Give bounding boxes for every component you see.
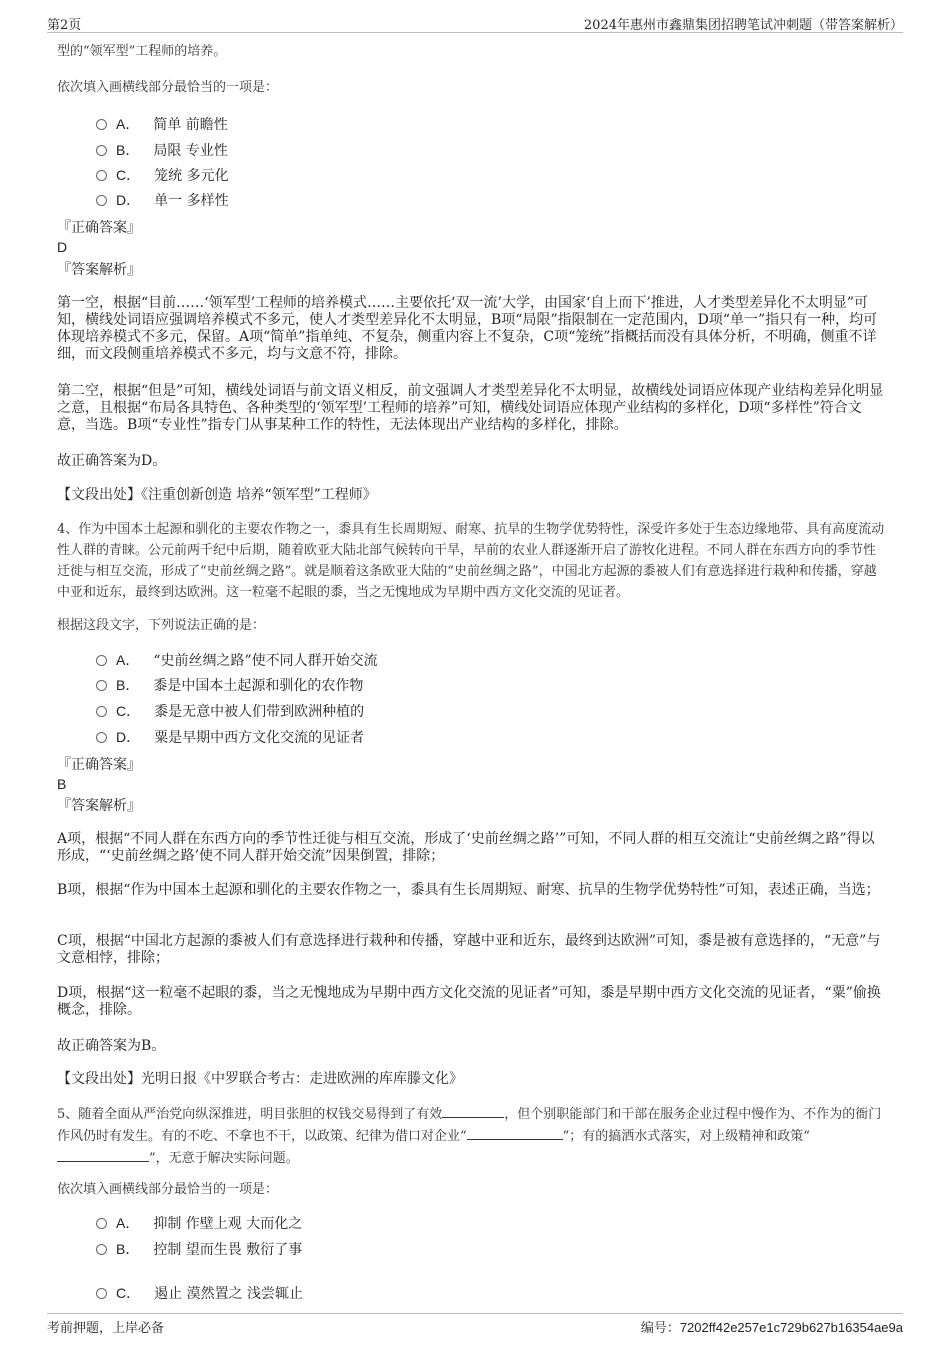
answer-blank bbox=[467, 1125, 563, 1140]
q3-option-d[interactable]: D． 单一 多样性 bbox=[96, 190, 229, 210]
q3-stem-tail: 型的“领军型”工程师的培养。 bbox=[57, 44, 227, 59]
q5-option-a[interactable]: A． 抑制 作壁上观 大而化之 bbox=[96, 1213, 302, 1233]
q4-answer-label: 『正确答案』 bbox=[57, 757, 141, 773]
q5-option-c[interactable]: C． 遏止 漠然置之 浅尝辄止 bbox=[96, 1283, 303, 1303]
document-code: 编号：7202ff42e257e1c729b627b16354ae9a bbox=[640, 1320, 903, 1336]
q5-prompt: 依次填入画横线部分最恰当的一项是： bbox=[57, 1182, 279, 1197]
q4-analysis-c: C项，根据“中国北方起源的黍被人们有意选择进行栽种和传播，穿越中亚和近东，最终到达欧洲”可知，黍是被有意选择的，“无意”与文意相悖，排除； bbox=[57, 933, 881, 966]
q3-prompt: 依次填入画横线部分最恰当的一项是： bbox=[57, 80, 279, 95]
q3-analysis-2: 第二空，根据“但是”可知，横线处词语与前文语义相反，前文强调人才类型差异化不太明显，故横线处词语应体现产业结构差异化明显之意，且根据“布局各具特色、各种类型的‘领军型’工程师的培养”可知，横线处词语应体现产业结构的多样化，D项“多样性”符合文意，当选。B项“专业性”指专门从事某种工作的特性，无法体现出产业结构的多样化，排除。 bbox=[57, 383, 884, 433]
radio-icon[interactable] bbox=[96, 119, 107, 130]
q4-stem: 4、作为中国本土起源和驯化的主要农作物之一，黍具有生长周期短、耐寒、抗旱的生物学优势特性，深受许多处于生态边缘地带、具有高度流动性人群的青睐。公元前两千纪中后期，随着欧亚大陆北部气候转向干旱，早前的农业人群逐渐开启了游牧化进程。不同人群在东西方向的季节性迁徙与相互交流，形成了“史前丝绸之路”。就是顺着这条欧亚大陆的“史前丝绸之路”，中国北方起源的黍被人们有意选择进行栽种和传播，穿越中亚和近东，最终到达欧洲。这一粒毫不起眼的黍，当之无愧地成为早期中西方文化交流的见证者。 bbox=[57, 522, 885, 600]
q3-answer: D bbox=[57, 239, 68, 255]
q3-option-b[interactable]: B． 局限 专业性 bbox=[96, 140, 228, 160]
q3-option-c[interactable]: C． 笼统 多元化 bbox=[96, 165, 229, 185]
q4-option-b[interactable]: B． 黍是中国本土起源和驯化的农作物 bbox=[96, 675, 363, 695]
q3-conclusion: 故正确答案为D。 bbox=[57, 453, 167, 469]
answer-blank bbox=[442, 1103, 504, 1118]
radio-icon[interactable] bbox=[96, 195, 107, 206]
page-header bbox=[47, 14, 903, 33]
q4-analysis-b: B项，根据“作为中国本土起源和驯化的主要农作物之一，黍具有生长周期短、耐寒、抗旱的生物学优势特性”可知，表述正确，当选； bbox=[57, 882, 880, 898]
radio-icon[interactable] bbox=[96, 145, 107, 156]
answer-blank bbox=[57, 1147, 149, 1162]
radio-icon[interactable] bbox=[96, 1218, 107, 1229]
q4-analysis-label: 『答案解析』 bbox=[57, 798, 141, 814]
page-number: 第2页 bbox=[47, 18, 82, 33]
q4-analysis-d: D项，根据“这一粒毫不起眼的黍，当之无愧地成为早期中西方文化交流的见证者”可知，黍是早期中西方文化交流的见证者，“粟”偷换概念，排除。 bbox=[57, 985, 881, 1018]
radio-icon[interactable] bbox=[96, 655, 107, 666]
q4-conclusion: 故正确答案为B。 bbox=[57, 1038, 166, 1054]
q3-source: 【文段出处】《注重创新创造 培养“领军型”工程师》 bbox=[57, 487, 377, 503]
radio-icon[interactable] bbox=[96, 1288, 107, 1299]
radio-icon[interactable] bbox=[96, 732, 107, 743]
q4-source: 【文段出处】光明日报《中罗联合考古：走进欧洲的库库滕文化》 bbox=[57, 1071, 463, 1087]
radio-icon[interactable] bbox=[96, 170, 107, 181]
q4-prompt: 根据这段文字，下列说法正确的是： bbox=[57, 618, 266, 633]
q5-stem: 5、随着全面从严治党向纵深推进，明目张胆的权钱交易得到了有效 ，但个别职能部门和干部在服务企业过程中慢作为、不作为的衙门作风仍时有发生。有的不吃、不拿也不干，以政策、纪律为借口对企业“ ”；有的搞洒水式落实，对上级精神和政策“”，无意于解决实际问题。 bbox=[57, 1103, 887, 1169]
radio-icon[interactable] bbox=[96, 1244, 107, 1255]
q3-answer-label: 『正确答案』 bbox=[57, 220, 141, 236]
footer-slogan: 考前押题，上岸必备 bbox=[47, 1321, 165, 1336]
q3-option-a[interactable]: A． 简单 前瞻性 bbox=[96, 114, 228, 134]
q3-analysis-1: 第一空，根据“目前……‘领军型’工程师的培养模式……主要依托‘双一流’大学，由国家‘自上而下’推进，人才类型差异化不太明显”可知，横线处词语应强调培养模式不多元，使人才类型差异化不太明显，B项“局限”指限制在一定范围内，D项“单一”指只有一种，均可体现培养模式不多元，保留。A项“简单”指单纯、不复杂，侧重内容上不复杂，C项“笼统”指概括而没有具体分析，不明确，侧重不详细，而文段侧重培养模式不多元，均与文意不符，排除。 bbox=[57, 295, 878, 362]
q4-option-a[interactable]: A． “史前丝绸之路”使不同人群开始交流 bbox=[96, 650, 378, 670]
q3-analysis-label: 『答案解析』 bbox=[57, 262, 141, 278]
q4-answer: B bbox=[57, 776, 67, 792]
q5-option-b[interactable]: B． 控制 望而生畏 敷衍了事 bbox=[96, 1239, 302, 1259]
q4-option-c[interactable]: C． 黍是无意中被人们带到欧洲种植的 bbox=[96, 701, 364, 721]
page-footer bbox=[47, 1313, 903, 1334]
q4-option-d[interactable]: D． 粟是早期中西方文化交流的见证者 bbox=[96, 727, 364, 747]
q4-analysis-a: A项，根据“不同人群在东西方向的季节性迁徙与相互交流，形成了‘史前丝绸之路’”可知，不同人群的相互交流让“史前丝绸之路”得以形成，“‘史前丝绸之路’使不同人群开始交流”因果倒置，排除； bbox=[57, 831, 875, 864]
radio-icon[interactable] bbox=[96, 680, 107, 691]
radio-icon[interactable] bbox=[96, 706, 107, 717]
document-title: 2024年惠州市鑫鼎集团招聘笔试冲刺题（带答案解析） bbox=[583, 18, 903, 33]
